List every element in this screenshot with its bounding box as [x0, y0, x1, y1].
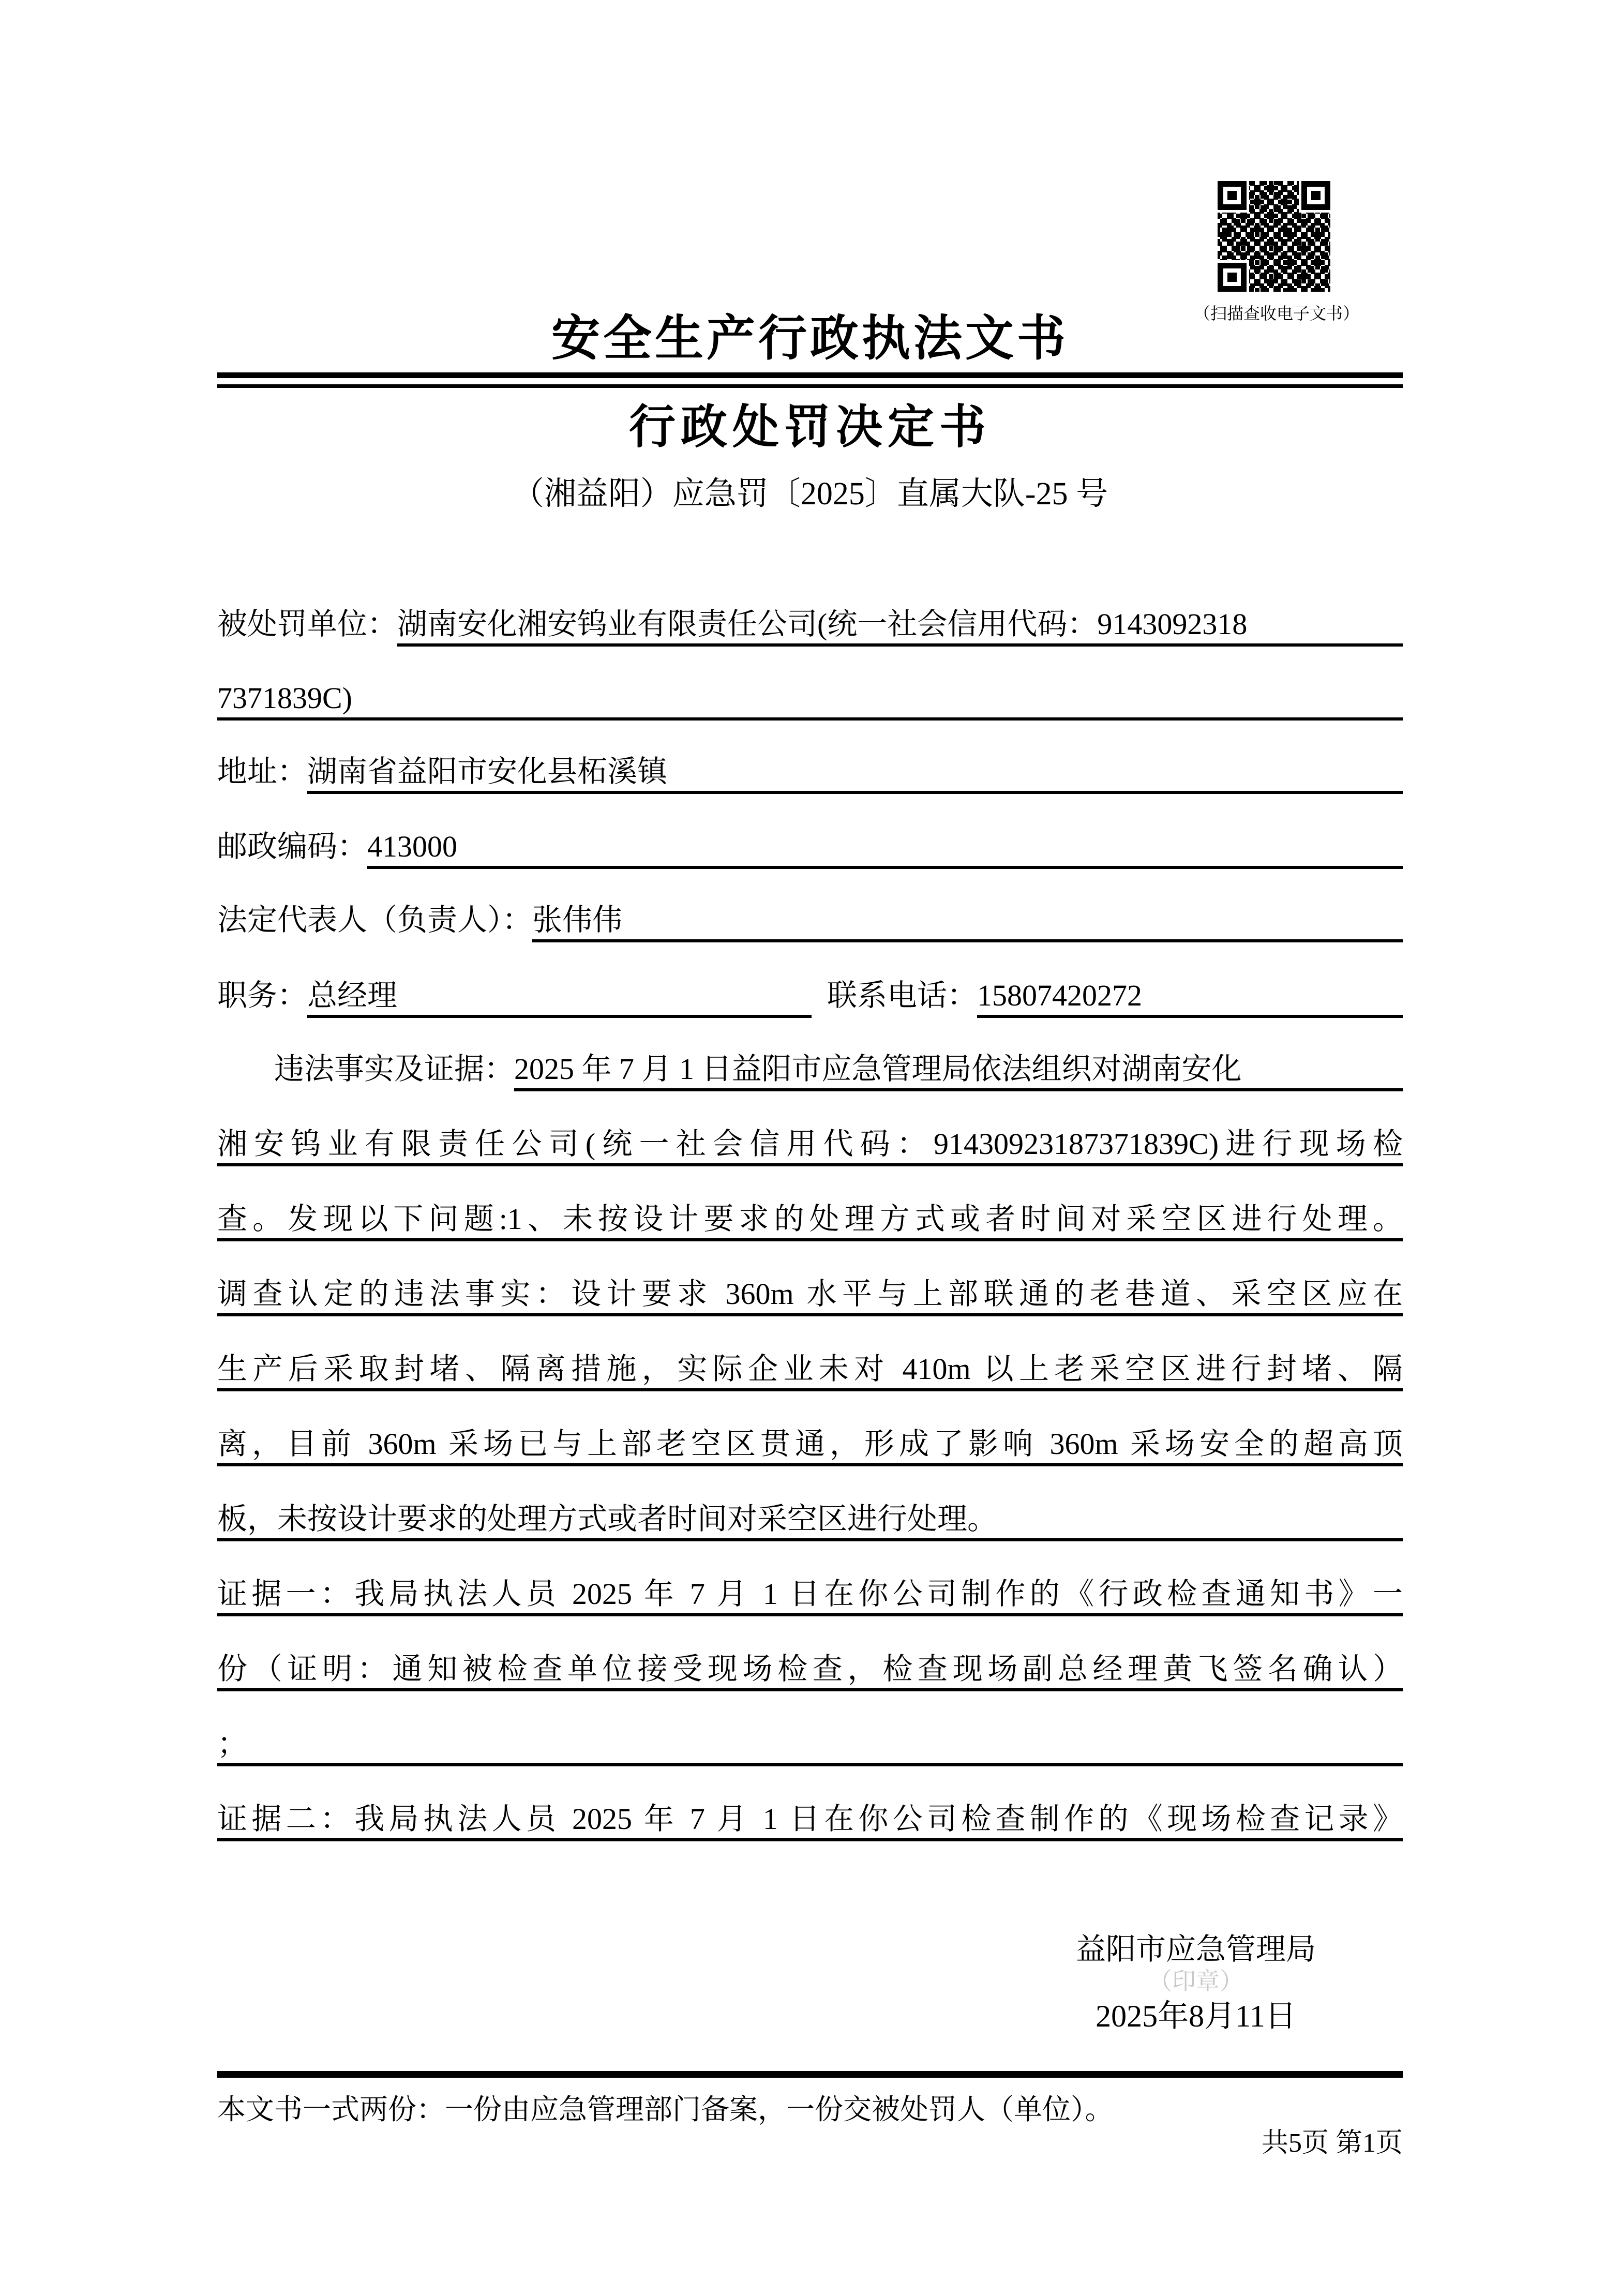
double-rule-divider — [217, 372, 1403, 388]
field-row-address — [217, 757, 1403, 794]
body-line: 板，未按设计要求的处理方式或者时间对采空区进行处理。 — [217, 1466, 1403, 1541]
body-line: 证据一：我局执法人员 2025 年 7 月 1 日在你公司制作的《行政检查通知书》一 — [217, 1541, 1403, 1616]
qr-finder-icon — [1218, 263, 1247, 292]
seal-note: （印章） — [1148, 1968, 1243, 1994]
phone-label: 联系电话： — [827, 979, 978, 1012]
body-line: 证据二：我局执法人员 2025 年 7 月 1 日在你公司检查制作的《现场检查记录》 — [217, 1766, 1403, 1841]
position-label: 职务： — [217, 979, 308, 1012]
body-line: 生产后采取封堵、隔离措施，实际企业未对 410m 以上老采空区进行封堵、隔 — [217, 1316, 1403, 1391]
facts-value: 2025 年 7 月 1 日益阳市应急管理局依法组织对湖南安化 — [514, 1054, 1403, 1091]
facts-label: 违法事实及证据： — [274, 1052, 515, 1086]
field-row-penalized-unit-cont — [217, 683, 1403, 721]
qr-block — [1194, 181, 1360, 323]
body-line: 份（证明：通知被检查单位接受现场检查，检查现场副总经理黄飞签名确认） — [217, 1616, 1403, 1691]
legal-rep-label: 法定代表人（负责人）： — [217, 903, 533, 937]
qr-finder-icon — [1301, 181, 1330, 210]
address-value: 湖南省益阳市安化县柘溪镇 — [307, 757, 1403, 794]
document-number: （湘益阳）应急罚〔2025〕直属大队-25 号 — [512, 476, 1108, 512]
field-row-penalized-unit — [217, 609, 1403, 647]
legal-rep-value: 张伟伟 — [532, 905, 1403, 942]
body-line: 湘安钨业有限责任公司(统一社会信用代码：91430923187371839C)进行现场检 — [217, 1091, 1403, 1166]
distribution-note: 本文书一式两份：一份由应急管理部门备案，一份交被处罚人（单位）。 — [217, 2094, 1114, 2125]
penalized-unit-label: 被处罚单位： — [217, 607, 398, 641]
body-line — [217, 1016, 1403, 1091]
footer-rule — [217, 2071, 1403, 2078]
qr-code-icon — [1218, 181, 1330, 292]
facts-and-evidence-section — [217, 1016, 1403, 1841]
position-value: 总经理 — [307, 981, 812, 1018]
body-line: 离，目前 360m 采场已与上部老空区贯通，形成了影响 360m 采场安全的超高顶 — [217, 1391, 1403, 1466]
qr-caption: （扫描查收电子文书） — [1194, 304, 1360, 323]
page-title: 行政处罚决定书 — [629, 402, 991, 453]
body-line: 调查认定的违法事实：设计要求 360m 水平与上部联通的老巷道、采空区应在 — [217, 1241, 1403, 1316]
field-row-postcode — [217, 832, 1403, 869]
phone-value: 15807420272 — [977, 981, 1403, 1018]
issue-date: 2025年8月11日 — [1096, 1999, 1296, 2033]
body-line: ； — [217, 1691, 1403, 1766]
body-line: 查。发现以下问题:1、未按设计要求的处理方式或者时间对采空区进行处理。 — [217, 1166, 1403, 1241]
issuing-authority: 益阳市应急管理局 — [1075, 1932, 1316, 1966]
address-label: 地址： — [217, 755, 308, 788]
document-type-heading: 安全生产行政执法文书 — [551, 312, 1069, 366]
postcode-value: 413000 — [367, 832, 1403, 869]
penalized-unit-value-cont: 7371839C) — [217, 683, 1403, 721]
field-row-position-phone — [217, 981, 1403, 1018]
penalized-unit-value: 湖南安化湘安钨业有限责任公司(统一社会信用代码：9143092318 — [397, 609, 1403, 647]
postcode-label: 邮政编码： — [217, 830, 368, 863]
qr-finder-icon — [1218, 181, 1247, 210]
field-row-legal-rep — [217, 905, 1403, 942]
page-indicator: 共5页 第1页 — [1261, 2128, 1403, 2158]
